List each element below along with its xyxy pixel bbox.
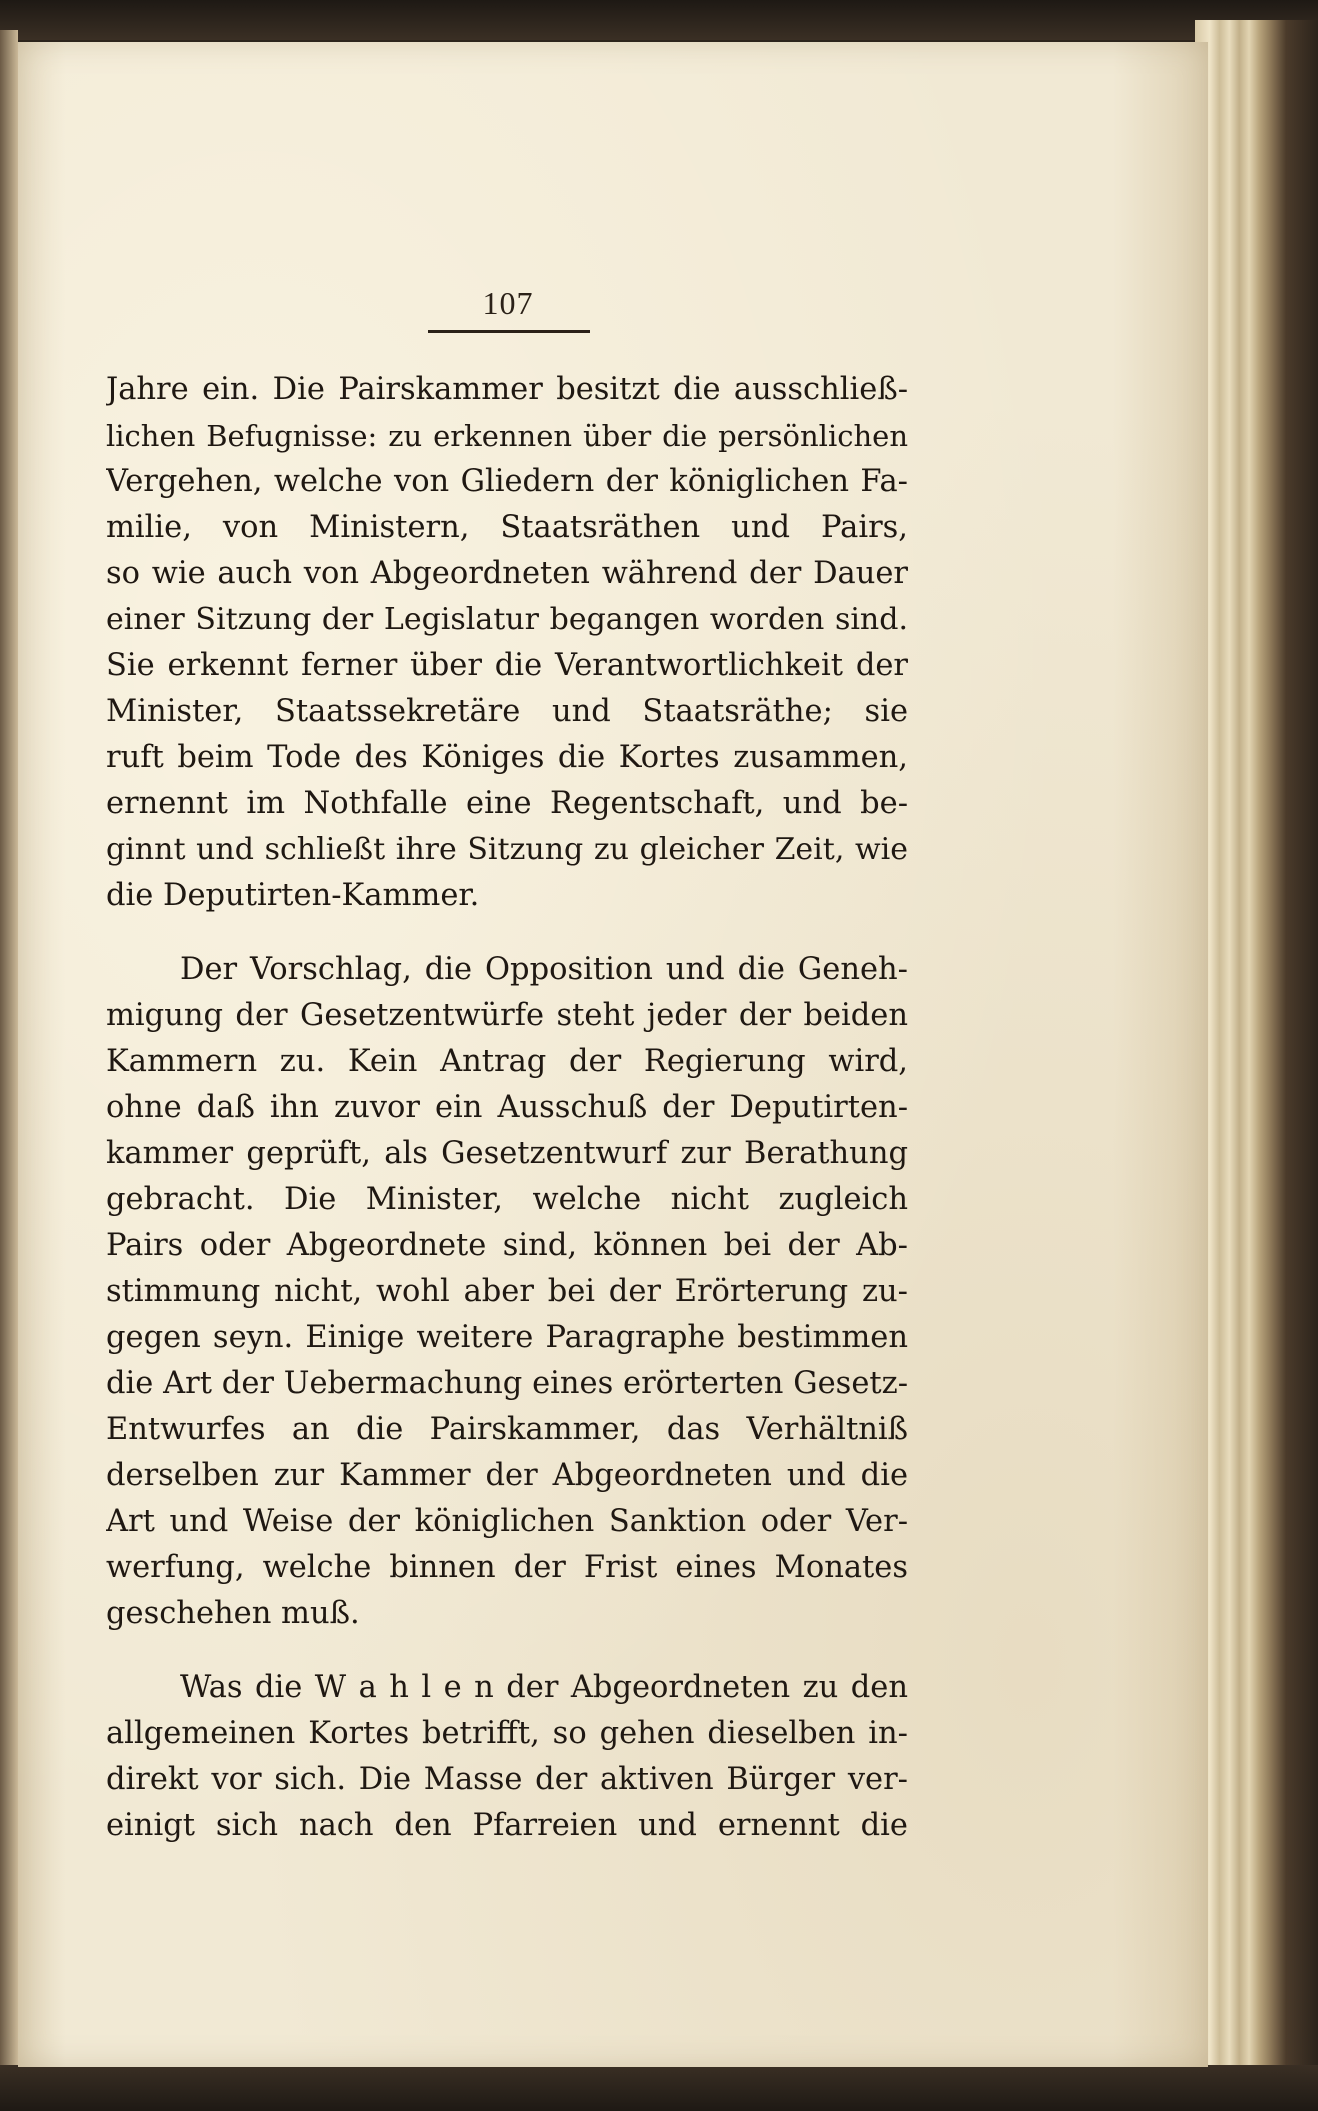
text-line: Minister, Staatssekretäre und Staatsräthe; sie — [106, 694, 908, 729]
text-line: lichen Befugnisse: zu erkennen über die persönlichen — [106, 419, 908, 453]
text-line: Kammern zu. Kein Antrag der Regierung wird, — [106, 1044, 908, 1079]
text-line: gebracht. Die Minister, welche nicht zugleich — [106, 1182, 908, 1217]
page-number: 107 — [482, 285, 534, 321]
text-line: Vergehen, welche von Gliedern der königlichen Fa- — [106, 464, 908, 499]
text-line: gegen seyn. Einige weitere Paragraphe bestimmen — [106, 1320, 908, 1355]
text-line: einigt sich nach den Pfarreien und ernennt die — [106, 1808, 908, 1843]
paragraph-gap — [106, 919, 908, 947]
paragraph — [106, 947, 908, 1637]
text-line: geschehen muß. — [106, 1596, 360, 1631]
text-line: ernennt im Nothfalle eine Regentschaft, und be- — [106, 786, 908, 821]
text-line: die Deputirten-Kammer. — [106, 878, 480, 913]
text-line: migung der Gesetzentwürfe steht jeder der beiden — [106, 998, 908, 1033]
text-line: allgemeinen Kortes betrifft, so gehen dieselben in- — [106, 1716, 908, 1751]
paragraph-gap — [106, 1637, 908, 1665]
text-line: kammer geprüft, als Gesetzentwurf zur Berathung — [106, 1136, 908, 1171]
paragraph — [106, 1665, 908, 1849]
left-page-edge — [0, 30, 18, 2080]
right-page-stack-edge — [1195, 20, 1318, 2090]
text-line: die Art der Uebermachung eines erörterten Gesetz- — [106, 1366, 908, 1401]
text-line: milie, von Ministern, Staatsräthen und Pairs, — [106, 510, 908, 545]
text-line: Entwurfes an die Pairskammer, das Verhältniß — [106, 1412, 908, 1447]
body-text — [106, 367, 908, 1849]
text-line: Jahre ein. Die Pairskammer besitzt die ausschließ- — [106, 372, 908, 407]
scan-background-bottom — [0, 2065, 1318, 2111]
text-line: ginnt und schließt ihre Sitzung zu gleicher Zeit, wie — [106, 832, 908, 867]
text-line: Sie erkennt ferner über die Verantwortlichkeit der — [106, 648, 908, 683]
scan-background-top — [0, 0, 1318, 40]
text-line: Was die W a h l e n der Abgeordneten zu den — [180, 1670, 908, 1705]
text-line: werfung, welche binnen der Frist eines Monates — [106, 1550, 908, 1585]
text-line: Art und Weise der königlichen Sanktion oder Ver- — [106, 1504, 908, 1539]
text-line: einer Sitzung der Legislatur begangen worden sind. — [106, 602, 908, 637]
text-line: so wie auch von Abgeordneten während der Dauer — [106, 556, 908, 591]
text-line: Pairs oder Abgeordnete sind, können bei der Ab- — [106, 1228, 908, 1263]
text-line: Der Vorschlag, die Opposition und die Geneh- — [180, 952, 908, 987]
page-number-rule — [428, 330, 590, 333]
text-line: stimmung nicht, wohl aber bei der Erörterung zu- — [106, 1274, 908, 1309]
book-page — [18, 42, 1208, 2067]
text-line: derselben zur Kammer der Abgeordneten und die — [106, 1458, 908, 1493]
text-line: ohne daß ihn zuvor ein Ausschuß der Deputirten- — [106, 1090, 908, 1125]
text-line: ruft beim Tode des Königes die Kortes zusammen, — [106, 740, 908, 775]
text-line: direkt vor sich. Die Masse der aktiven Bürger ver- — [106, 1762, 908, 1797]
paragraph — [106, 367, 908, 919]
